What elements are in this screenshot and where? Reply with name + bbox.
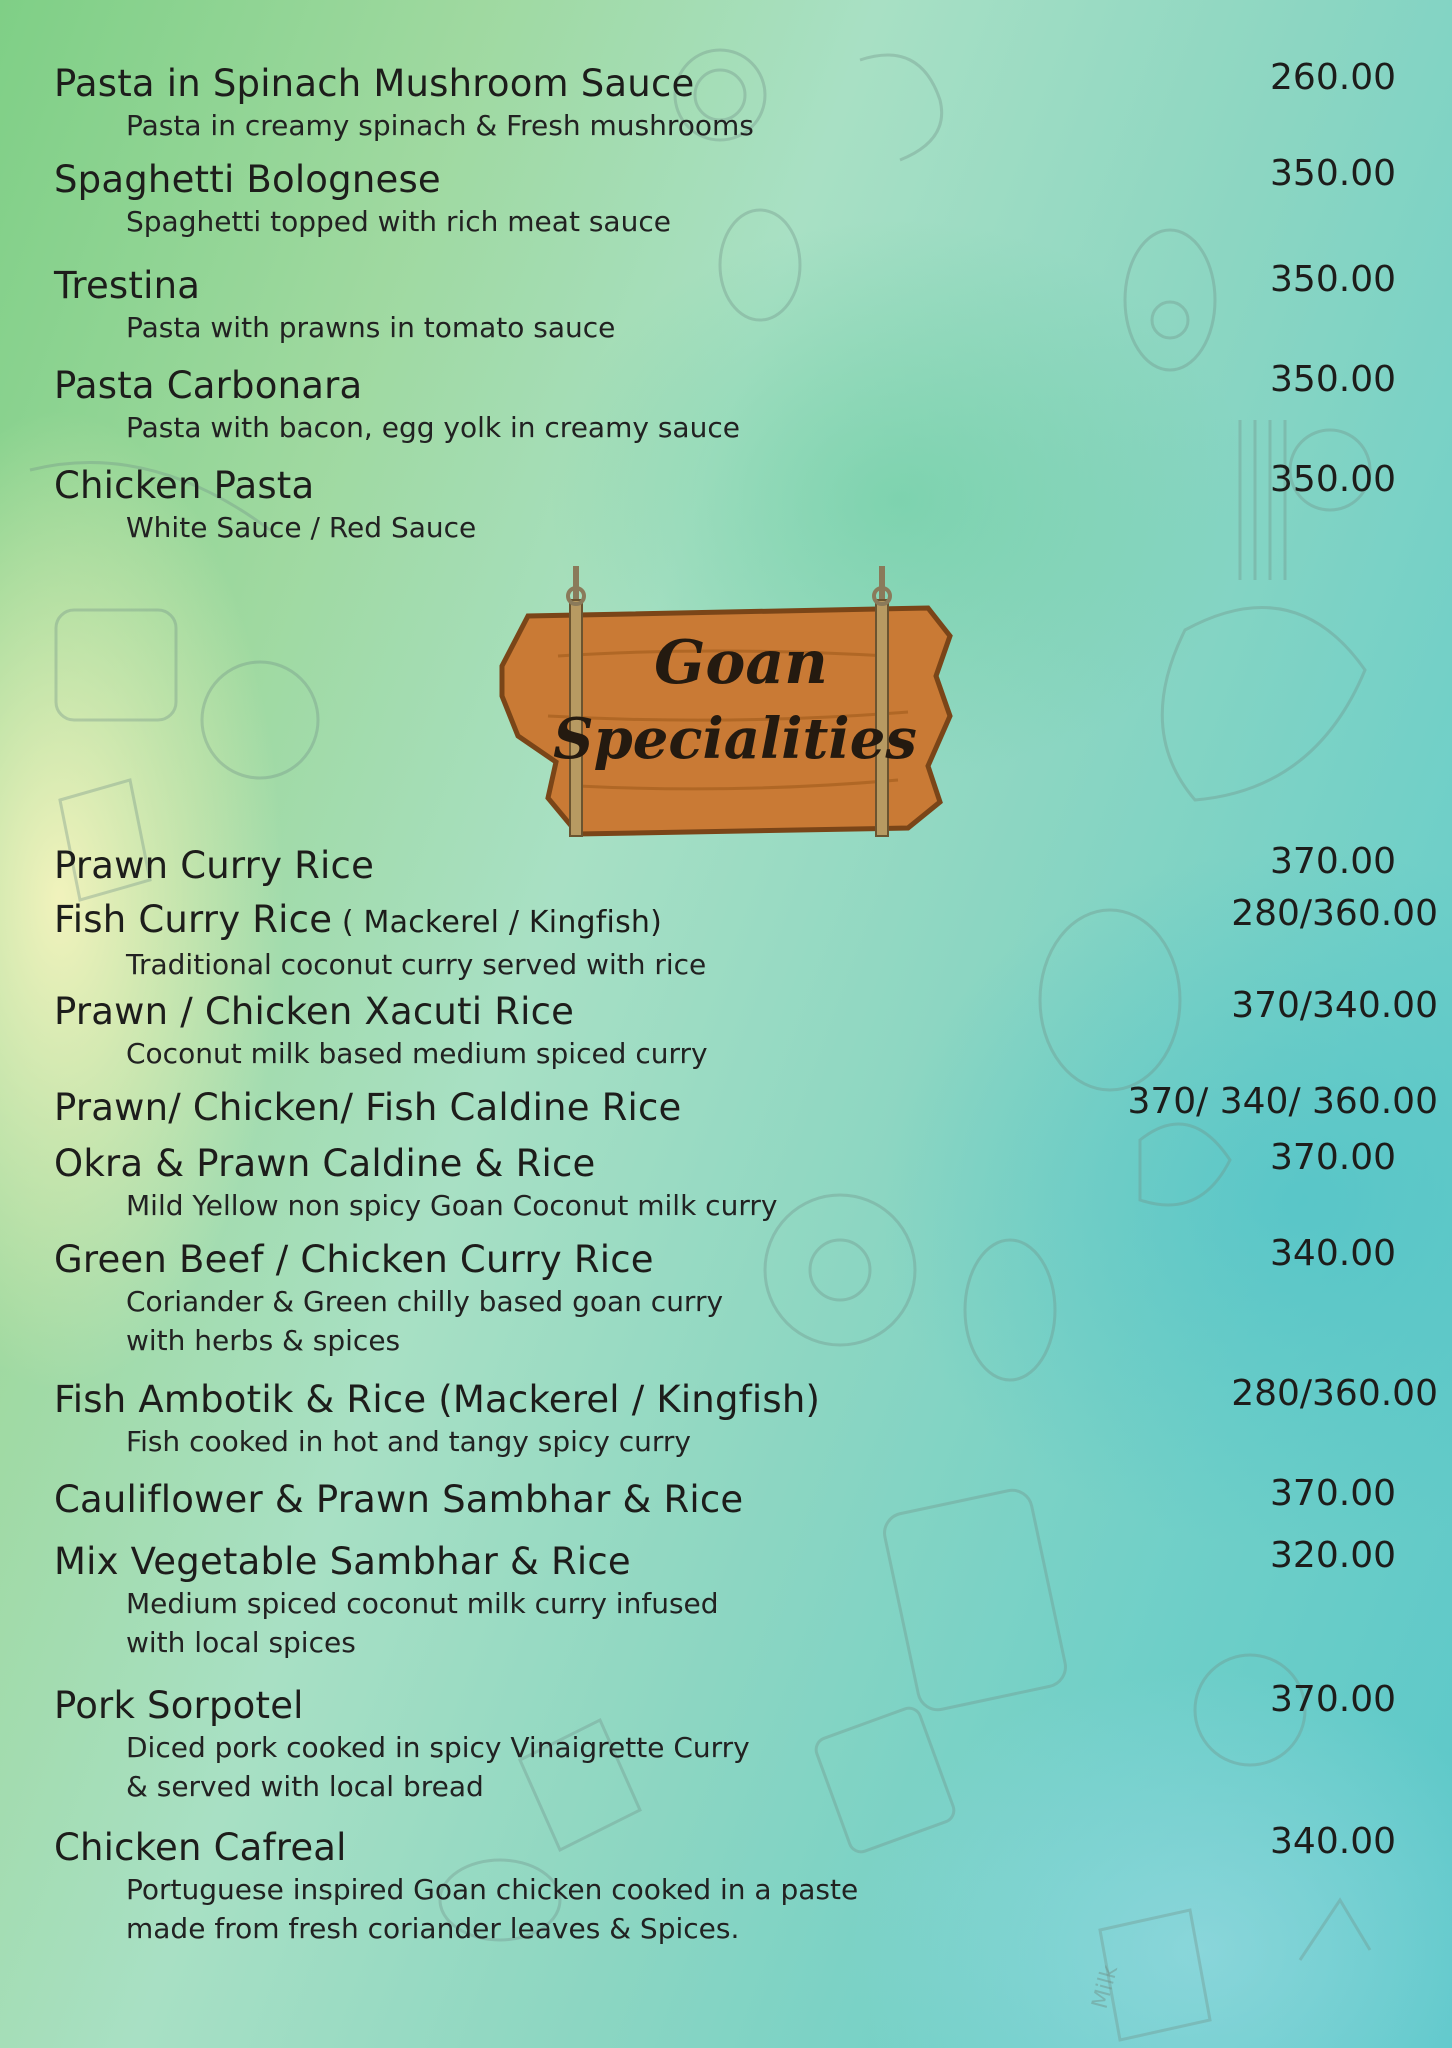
menu-item — [54, 893, 1438, 984]
item-name: Pasta Carbonara — [54, 364, 363, 407]
item-price: 350.00 — [1270, 153, 1396, 194]
menu-item — [54, 1081, 1438, 1130]
item-description: Portuguese inspired Goan chicken cooked in a paste — [126, 1873, 859, 1906]
item-price: 350.00 — [1270, 259, 1396, 300]
sign-title-line1: Goan — [654, 628, 828, 698]
item-name: Spaghetti Bolognese — [54, 158, 441, 201]
item-price: 370/340.00 — [1231, 985, 1438, 1026]
item-price: 340.00 — [1270, 1821, 1396, 1862]
item-price: 340.00 — [1270, 1233, 1396, 1274]
item-description: Pasta with bacon, egg yolk in creamy sauce — [126, 411, 740, 444]
menu-item — [54, 1233, 1414, 1360]
menu-item — [54, 259, 1414, 347]
item-name: Trestina — [54, 264, 201, 307]
menu-item — [54, 1821, 1414, 1948]
item-name: Pasta in Spinach Mushroom Sauce — [54, 62, 695, 105]
item-description: Spaghetti topped with rich meat sauce — [126, 205, 671, 238]
item-price: 280/360.00 — [1231, 1373, 1438, 1414]
item-name: Prawn / Chicken Xacuti Rice — [54, 990, 575, 1033]
item-price: 370.00 — [1270, 1679, 1396, 1720]
item-description: Pasta in creamy spinach & Fresh mushrooms — [126, 109, 754, 142]
item-price: 350.00 — [1270, 459, 1396, 500]
item-description: Coriander & Green chilly based goan curry — [126, 1285, 724, 1318]
item-description: Coconut milk based medium spiced curry — [126, 1037, 708, 1070]
item-name: Okra & Prawn Caldine & Rice — [54, 1142, 596, 1185]
sign-title-line2: Specialities — [553, 706, 917, 772]
menu-item — [54, 985, 1438, 1073]
item-description: made from fresh coriander leaves & Spices. — [126, 1912, 740, 1945]
item-description: Diced pork cooked in spicy Vinaigrette Curry — [126, 1731, 750, 1764]
item-description: with herbs & spices — [126, 1324, 401, 1357]
item-note: ( Mackerel / Kingfish) — [332, 905, 663, 940]
item-description: Fish cooked in hot and tangy spicy curry — [126, 1425, 691, 1458]
item-name: Chicken Cafreal — [54, 1826, 347, 1869]
menu-item — [54, 57, 1414, 145]
item-description: Medium spiced coconut milk curry infused — [126, 1587, 719, 1620]
menu-item — [54, 1473, 1414, 1522]
item-price: 260.00 — [1270, 57, 1396, 98]
menu-item — [54, 1373, 1438, 1461]
item-price: 280/360.00 — [1231, 893, 1438, 934]
menu-item — [54, 841, 1414, 888]
menu-item — [54, 1679, 1414, 1806]
menu-item — [54, 153, 1414, 241]
pie-doodle-icon — [1162, 608, 1365, 801]
item-name: Pork Sorpotel — [54, 1684, 304, 1727]
menu-item — [54, 359, 1414, 447]
menu-item — [54, 1535, 1414, 1662]
item-name: Fish Curry Rice — [54, 898, 333, 941]
item-name: Fish Ambotik & Rice (Mackerel / Kingfish) — [54, 1378, 821, 1421]
item-name: Prawn Curry Rice — [54, 844, 375, 887]
item-description: with local spices — [126, 1626, 356, 1659]
item-price: 370/ 340/ 360.00 — [1127, 1081, 1438, 1122]
goan-specialities-sign — [488, 566, 954, 848]
item-description: Traditional coconut curry served with rice — [126, 948, 707, 981]
item-description: Mild Yellow non spicy Goan Coconut milk curry — [126, 1189, 778, 1222]
item-name: Green Beef / Chicken Curry Rice — [54, 1238, 654, 1281]
item-price: 350.00 — [1270, 359, 1396, 400]
item-price: 370.00 — [1270, 1473, 1396, 1514]
item-name: Mix Vegetable Sambhar & Rice — [54, 1540, 631, 1583]
item-name: Prawn/ Chicken/ Fish Caldine Rice — [54, 1086, 682, 1129]
milk-doodle-label: Milk — [1087, 1962, 1124, 2012]
item-name: Chicken Pasta — [54, 464, 315, 507]
item-description: White Sauce / Red Sauce — [126, 511, 477, 544]
item-price: 320.00 — [1270, 1535, 1396, 1576]
item-name: Cauliflower & Prawn Sambhar & Rice — [54, 1478, 744, 1521]
cheese-doodle-icon — [56, 610, 176, 720]
menu-item — [54, 459, 1414, 547]
item-description: & served with local bread — [126, 1770, 484, 1803]
item-name-row — [54, 898, 1414, 945]
item-price: 370.00 — [1270, 1137, 1396, 1178]
orange-doodle-icon — [202, 662, 318, 778]
item-price: 370.00 — [1270, 841, 1396, 882]
item-description: Pasta with prawns in tomato sauce — [126, 311, 616, 344]
menu-item — [54, 1137, 1414, 1225]
